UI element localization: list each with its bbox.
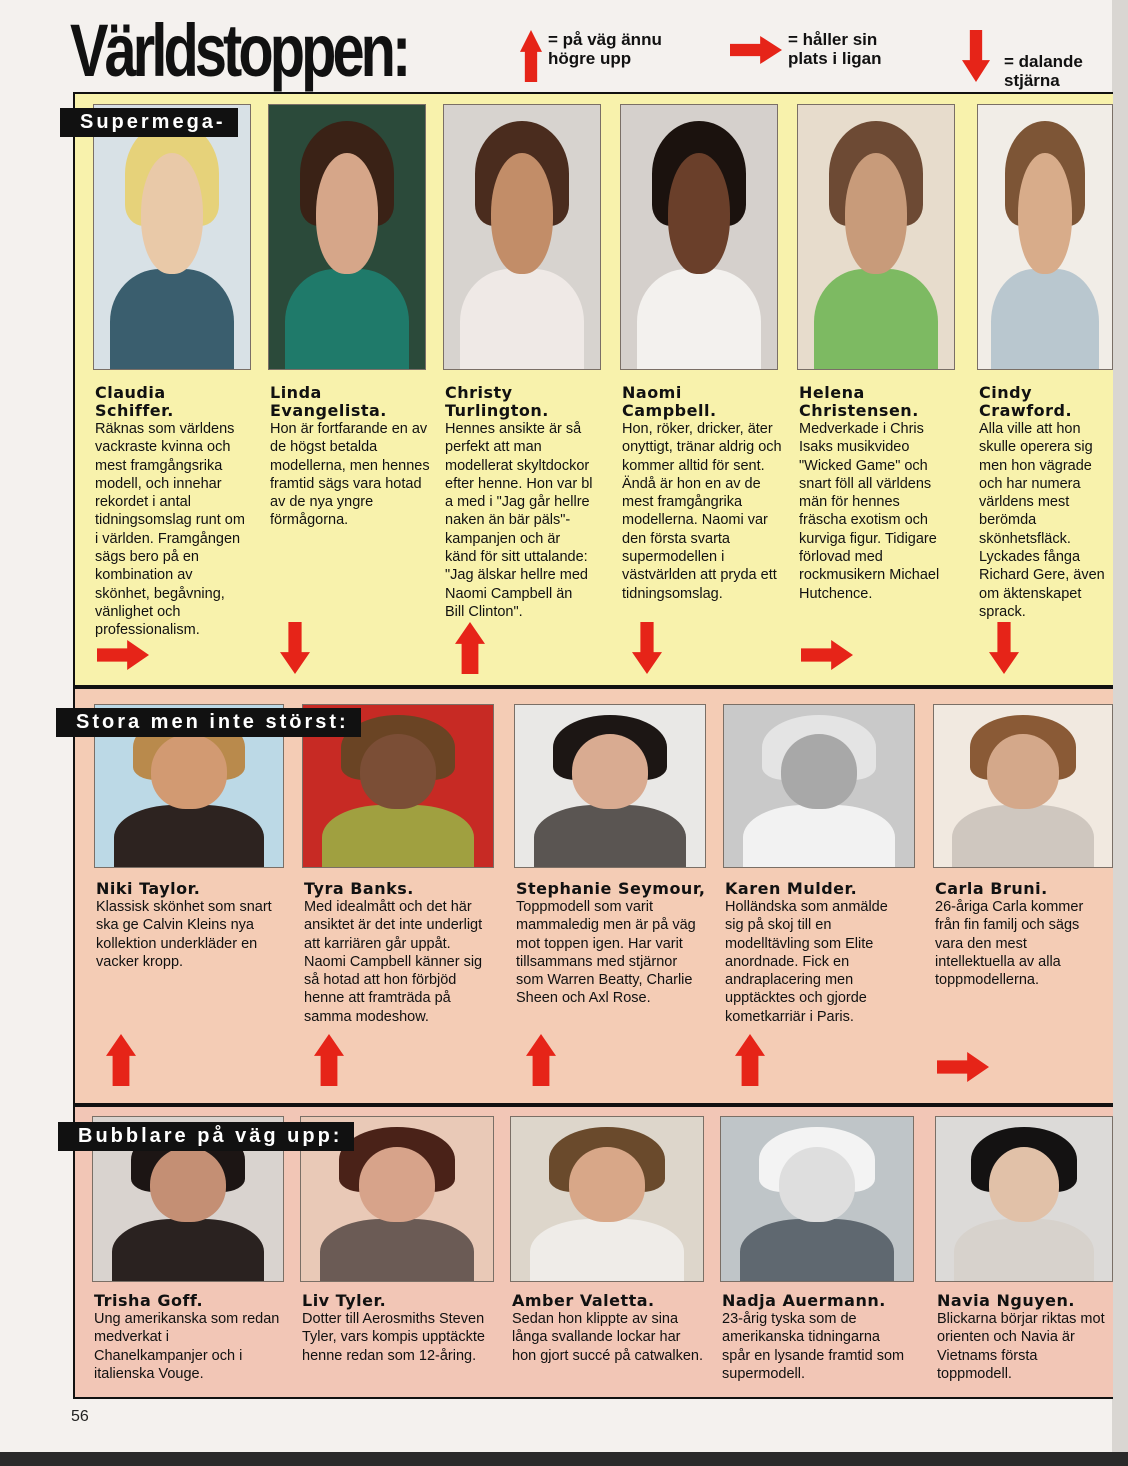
- model-photo: [723, 704, 915, 868]
- section-label-bubblare: Bubblare på väg upp:: [58, 1122, 354, 1151]
- model-description: Hennes ansikte är så perfekt att man modellerat skyltdockor efter henne. Hon var bl a med i "Jag går hellre naken än bär päls"-kampanjen och är känd för sitt uttalande: "Jag älskar hellre med Naomi Campbell än Bill Clinton".: [445, 421, 593, 620]
- model-name: Navia Nguyen.: [937, 1291, 1075, 1310]
- model-description: Klassisk skönhet som snart ska ge Calvin Kleins nya kollektion underkläder en vacker kropp.: [96, 899, 272, 970]
- down-arrow-icon: [280, 622, 310, 674]
- model-description: 23-årig tyska som de amerikanska tidningarna spår en lysande framtid som supermodell.: [722, 1311, 905, 1382]
- page-number: 56: [71, 1408, 89, 1425]
- model-name: Stephanie Seymour,: [516, 879, 706, 898]
- model-description: Hon, röker, dricker, äter onyttigt, tränar aldrig och kommer alltid för sent. Ändå är hon en av de mest framgångrika modellerna. Naomi var den första svarta supermodellen i västvärlden att pryda ett tidningsomslag.: [622, 421, 782, 602]
- model-name: Claudia Schiffer.: [95, 383, 174, 420]
- model-name: Cindy Crawford.: [979, 383, 1073, 420]
- model-card-text: [622, 384, 782, 603]
- model-name: Karen Mulder.: [725, 879, 858, 898]
- model-card-text: [935, 880, 1110, 989]
- model-description: Blickarna börjar riktas mot orienten och Navia är Vietnams första toppmodell.: [937, 1311, 1105, 1382]
- model-card-text: [302, 1292, 492, 1365]
- down-arrow-icon: [632, 622, 662, 674]
- model-card-text: [799, 384, 949, 603]
- legend-up: [520, 30, 678, 87]
- page-bottom-edge: [0, 1452, 1128, 1466]
- legend-down-text: = dalande stjärna: [1004, 52, 1083, 90]
- model-photo: [797, 104, 955, 370]
- model-name: Naomi Campbell.: [622, 383, 717, 420]
- model-photo: [510, 1116, 704, 1282]
- model-name: Amber Valetta.: [512, 1291, 655, 1310]
- right-arrow-icon: [97, 640, 149, 670]
- page-edge: [1112, 0, 1128, 1466]
- model-description: Medverkade i Chris Isaks musikvideo "Wicked Game" och snart föll all världens män för hennes fräscha exotism och kurviga figur. Tidigare förlovad med rockmusikern Michael Hutchence.: [799, 421, 940, 602]
- model-name: Nadja Auermann.: [722, 1291, 886, 1310]
- model-card-text: [304, 880, 494, 1026]
- up-arrow-icon: [526, 1034, 556, 1086]
- model-name: Linda Evangelista.: [270, 383, 387, 420]
- model-photo: [514, 704, 706, 868]
- up-arrow-icon: [735, 1034, 765, 1086]
- model-card-text: [95, 384, 250, 640]
- model-photo: [935, 1116, 1113, 1282]
- legend-right: [730, 30, 903, 69]
- section-label-supermega: Supermega-: [60, 108, 238, 137]
- model-card-text: [270, 384, 430, 530]
- model-description: Alla ville att hon skulle operera sig men hon vägrade och har numera världens mest berömda skönhetsfläck. Lyckades fånga Richard Gere, även om äktenskapet sprack.: [979, 421, 1105, 620]
- model-name: Niki Taylor.: [96, 879, 201, 898]
- legend-down: [962, 30, 1104, 90]
- model-photo: [443, 104, 601, 370]
- model-card-text: [722, 1292, 907, 1383]
- model-name: Tyra Banks.: [304, 879, 414, 898]
- legend-up-text: = på väg ännu högre upp: [548, 30, 662, 68]
- model-card-text: [979, 384, 1119, 621]
- model-card-text: [516, 880, 706, 1008]
- model-card-text: [445, 384, 595, 621]
- legend-right-text: = håller sin plats i ligan: [788, 30, 882, 68]
- model-photo: [933, 704, 1113, 868]
- section-label-stora: Stora men inte störst:: [56, 708, 361, 737]
- right-arrow-icon: [730, 36, 782, 69]
- up-arrow-icon: [314, 1034, 344, 1086]
- model-description: Ung amerikanska som redan medverkat i Chanelkampanjer och i italienska Vouge.: [94, 1311, 280, 1382]
- model-name: Christy Turlington.: [445, 383, 549, 420]
- model-card-text: [94, 1292, 284, 1383]
- model-card-text: [512, 1292, 707, 1365]
- model-description: Dotter till Aerosmiths Steven Tyler, vars kompis upptäckte henne redan som 12-åring.: [302, 1311, 485, 1364]
- model-description: Hon är fortfarande en av de högst betalda modellerna, men hennes framtid sägs vara hotad av de nya yngre förmågorna.: [270, 421, 430, 529]
- model-name: Trisha Goff.: [94, 1291, 204, 1310]
- model-card-text: [725, 880, 910, 1026]
- model-description: Med idealmått och det här ansiktet är det inte underligt att karriären går uppåt. Naomi Campbell känner sig så hotad att hon förbjöd henne att framträda på samma modeshow.: [304, 899, 483, 1025]
- model-description: 26-åriga Carla kommer från fin familj och sägs vara den mest intellektuella av alla toppmodellerna.: [935, 899, 1084, 989]
- model-photo: [720, 1116, 914, 1282]
- up-arrow-icon: [520, 30, 542, 87]
- model-description: Sedan hon klippte av sina långa svallande lockar har hon gjort succé på catwalken.: [512, 1311, 704, 1364]
- model-card-text: [96, 880, 291, 971]
- model-photo: [93, 104, 251, 370]
- down-arrow-icon: [989, 622, 1019, 674]
- up-arrow-icon: [455, 622, 485, 674]
- model-name: Helena Christensen.: [799, 383, 919, 420]
- down-arrow-icon: [962, 30, 990, 87]
- right-arrow-icon: [801, 640, 853, 670]
- model-photo: [620, 104, 778, 370]
- model-description: Holländska som anmälde sig på skoj till en modelltävling som Elite anordnade. Fick en andraplacering men upptäcktes och gjorde kometkarriär i Paris.: [725, 899, 888, 1025]
- model-description: Toppmodell som varit mammaledig men är på väg mot toppen igen. Har varit tillsammans med stjärnor som Warren Beatty, Charlie Sheen och Axl Rose.: [516, 899, 696, 1007]
- page-title: Världstoppen:: [70, 9, 408, 92]
- model-name: Carla Bruni.: [935, 879, 1048, 898]
- model-description: Räknas som världens vackraste kvinna och mest framgångsrika modell, och innehar rekordet i antal tidningsomslag runt om i världen. Framgången sägs bero på en kombination av skönhet, begåvning, vänlighet och professionalism.: [95, 421, 245, 639]
- model-photo: [268, 104, 426, 370]
- model-photo: [977, 104, 1113, 370]
- model-name: Liv Tyler.: [302, 1291, 387, 1310]
- right-arrow-icon: [937, 1052, 989, 1082]
- model-card-text: [937, 1292, 1112, 1383]
- up-arrow-icon: [106, 1034, 136, 1086]
